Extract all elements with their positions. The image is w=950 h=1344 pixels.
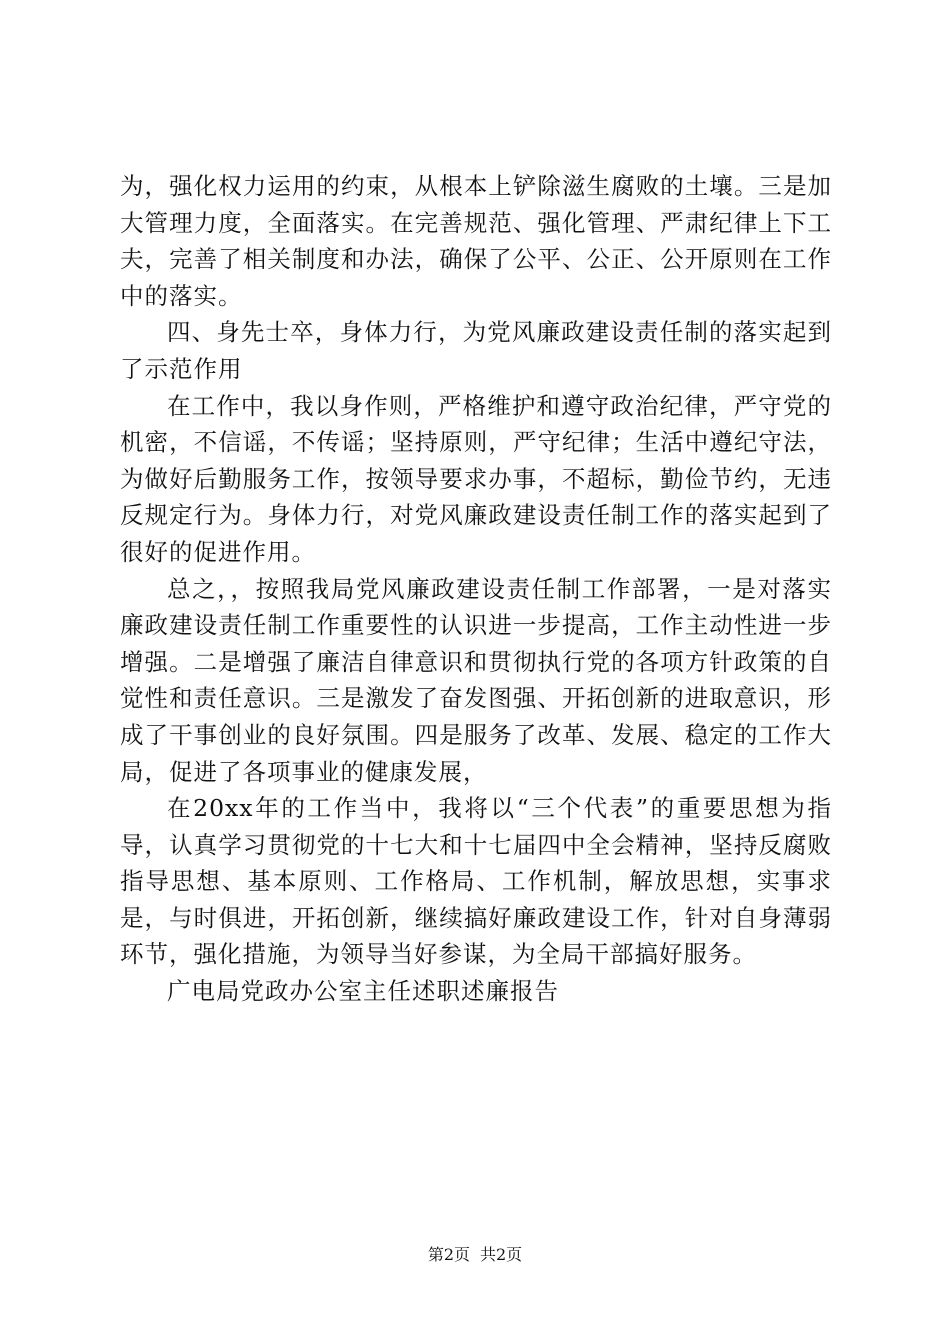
paragraph: 在20xx年的工作当中，我将以“三个代表”的重要思想为指导，认真学习贯彻党的十七大和十七届四中全会精神，坚持反腐败指导思想、基本原则、工作格局、工作机制，解放思想，实事求是，与时俱进，开拓创新，继续搞好廉政建设工作，针对自身薄弱环节，强化措施，为领导当好参谋，为全局干部搞好服务。	[120, 794, 832, 969]
document-body	[120, 168, 832, 1010]
document-title-line: 广电局党政办公室主任述职述廉报告	[167, 977, 559, 1006]
paragraph: 为，强化权力运用的约束，从根本上铲除滋生腐败的土壤。三是加大管理力度，全面落实。在完善规范、强化管理、严肃纪律上下工夫，完善了相关制度和办法，确保了公平、公正、公开原则在工作中的落实。	[120, 172, 832, 310]
page-number: 第2页	[427, 1245, 470, 1264]
section-heading: 四、身先士卒，身体力行，为党风廉政建设责任制的落实起到了示范作用	[120, 318, 832, 383]
page-footer	[0, 1244, 950, 1266]
paragraph: 在工作中，我以身作则，严格维护和遵守政治纪律，严守党的机密，不信谣，不传谣；坚持原则，严守纪律；生活中遵纪守法，为做好后勤服务工作，按领导要求办事，不超标，勤俭节约，无违反规定行为。身体力行，对党风廉政建设责任制工作的落实起到了很好的促进作用。	[120, 391, 832, 566]
paragraph: 总之，，按照我局党风廉政建设责任制工作部署，一是对落实廉政建设责任制工作重要性的认识进一步提高，工作主动性进一步增强。二是增强了廉洁自律意识和贯彻执行党的各项方针政策的自觉性和责任意识。三是激发了奋发图强、开拓创新的进取意识，形成了干事创业的良好氛围。四是服务了改革、发展、稳定的工作大局，促进了各项事业的健康发展，	[120, 574, 832, 786]
page-total: 共2页	[480, 1245, 523, 1264]
